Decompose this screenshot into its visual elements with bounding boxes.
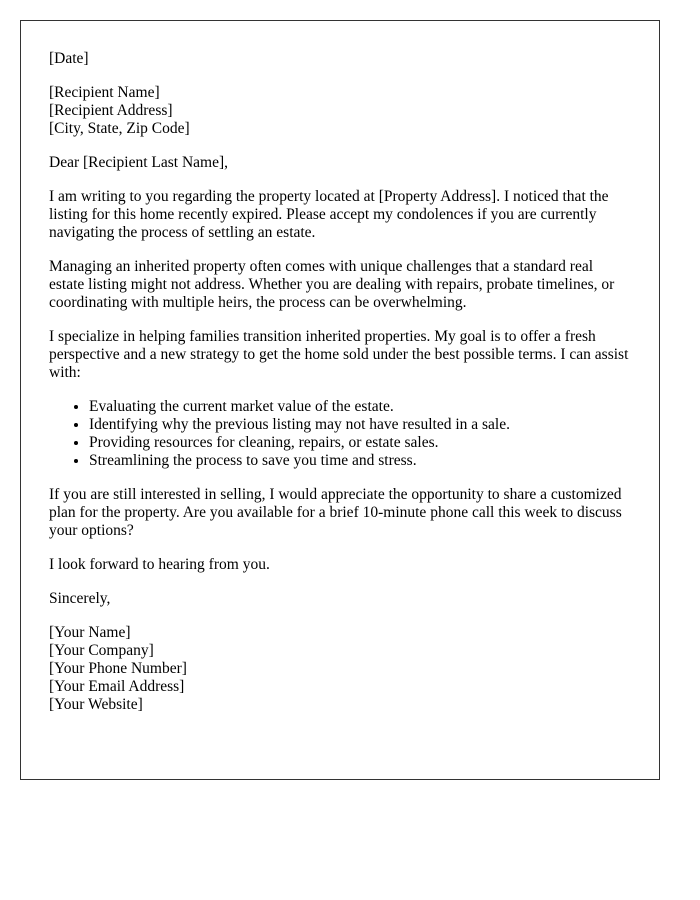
- letter-document: [20, 20, 660, 780]
- recipient-address-block: [49, 84, 631, 138]
- recipient-address: [Recipient Address]: [49, 102, 173, 119]
- sender-company: [Your Company]: [49, 642, 154, 659]
- recipient-city-state-zip: [City, State, Zip Code]: [49, 120, 190, 137]
- body-paragraph-specialization: I specialize in helping families transition inherited properties. My goal is to offer a fresh perspective and a new strategy to get the home sold under the best possible terms. I can assist with:: [49, 328, 629, 381]
- sender-website: [Your Website]: [49, 696, 143, 713]
- letter-date: [Date]: [49, 50, 89, 67]
- sender-email: [Your Email Address]: [49, 678, 185, 695]
- services-list: [49, 398, 631, 470]
- list-item: • Evaluating the current market value of the estate.: [89, 398, 631, 416]
- salutation: Dear [Recipient Last Name],: [49, 154, 229, 171]
- body-paragraph-challenges: Managing an inherited property often comes with unique challenges that a standard real estate listing might not address. Whether you are dealing with repairs, probate timelines, or coordinating with multiple heirs, the process can be overwhelming.: [49, 258, 615, 311]
- list-item: • Identifying why the previous listing may not have resulted in a sale.: [89, 416, 631, 434]
- sender-signature-block: [49, 624, 631, 714]
- body-paragraph-closing: I look forward to hearing from you.: [49, 556, 270, 573]
- sign-off: Sincerely,: [49, 590, 111, 607]
- recipient-name: [Recipient Name]: [49, 84, 160, 101]
- sender-phone: [Your Phone Number]: [49, 660, 187, 677]
- list-item: • Streamlining the process to save you time and stress.: [89, 452, 631, 470]
- sender-name: [Your Name]: [49, 624, 131, 641]
- list-item: • Providing resources for cleaning, repairs, or estate sales.: [89, 434, 631, 452]
- body-paragraph-property: I am writing to you regarding the property located at [Property Address]. I noticed that the listing for this home recently expired. Please accept my condolences if you are currently navigating the process of settling an estate.: [49, 188, 609, 241]
- body-paragraph-call-to-action: If you are still interested in selling, I would appreciate the opportunity to share a customized plan for the property. Are you available for a brief 10-minute phone call this week to discuss your options?: [49, 486, 622, 539]
